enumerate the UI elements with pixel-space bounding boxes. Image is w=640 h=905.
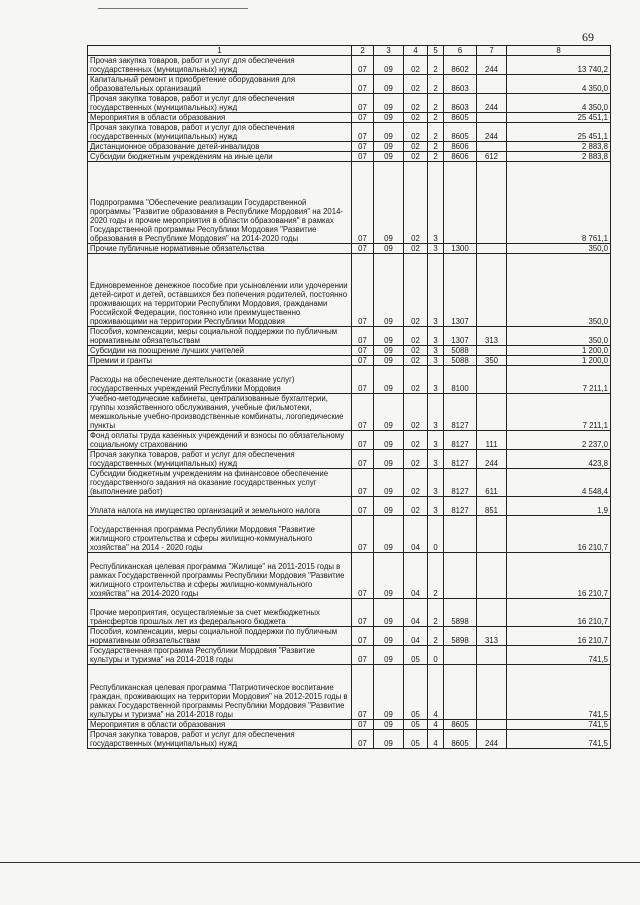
code-item bbox=[444, 665, 477, 720]
code-subsection: 09 bbox=[374, 94, 404, 113]
row-name: Фонд оплаты труда казенных учреждений и взносы по обязательному социальному страхованию bbox=[88, 431, 352, 450]
code-subprogram: 2 bbox=[428, 142, 444, 152]
code-section: 07 bbox=[352, 327, 374, 346]
table-row bbox=[88, 394, 611, 431]
amount: 25 451,1 bbox=[507, 113, 611, 123]
code-item: 8606 bbox=[444, 152, 477, 162]
row-name: Расходы на обеспечение деятельности (оказание услуг) государственных учреждений Республики Мордовия bbox=[88, 366, 352, 394]
code-subsection: 09 bbox=[374, 346, 404, 356]
row-name: Единовременное денежное пособие при усыновлении или удочерении детей-сирот и детей, оставшихся без попечения родителей, постоянно проживающих на территории Республики Мордовия, гражданами Российской Федерации, постоянно или преимущественно проживающими на территории Республики Мордовия bbox=[88, 254, 352, 327]
amount: 16 210,7 bbox=[507, 516, 611, 553]
code-program: 02 bbox=[404, 94, 428, 113]
code-item: 5898 bbox=[444, 627, 477, 646]
code-subsection: 09 bbox=[374, 56, 404, 75]
amount: 2 883,8 bbox=[507, 142, 611, 152]
code-section: 07 bbox=[352, 553, 374, 599]
amount: 2 883,8 bbox=[507, 152, 611, 162]
code-subprogram: 3 bbox=[428, 162, 444, 244]
code-item: 5898 bbox=[444, 599, 477, 627]
code-subprogram: 4 bbox=[428, 665, 444, 720]
code-subprogram: 2 bbox=[428, 627, 444, 646]
table-row bbox=[88, 152, 611, 162]
table-row bbox=[88, 469, 611, 497]
code-subprogram: 3 bbox=[428, 431, 444, 450]
code-subprogram: 3 bbox=[428, 450, 444, 469]
amount: 25 451,1 bbox=[507, 123, 611, 142]
code-section: 07 bbox=[352, 431, 374, 450]
amount: 4 350,0 bbox=[507, 94, 611, 113]
code-program: 02 bbox=[404, 56, 428, 75]
row-name: Учебно-методические кабинеты, централизованные бухгалтерии, группы хозяйственного обслуживания, учебные фильмотеки, межшкольные учебно-производственные комбинаты, логопедические пункты bbox=[88, 394, 352, 431]
code-item: 8602 bbox=[444, 56, 477, 75]
row-name: Прочие мероприятия, осуществляемые за счет межбюджетных трансфертов прошлых лет из федерального бюджета bbox=[88, 599, 352, 627]
code-expense-type: 612 bbox=[477, 152, 507, 162]
table-row bbox=[88, 75, 611, 94]
header-cell: 7 bbox=[477, 46, 507, 56]
amount: 350,0 bbox=[507, 327, 611, 346]
code-program: 02 bbox=[404, 346, 428, 356]
code-subsection: 09 bbox=[374, 394, 404, 431]
code-subsection: 09 bbox=[374, 162, 404, 244]
table-row bbox=[88, 254, 611, 327]
code-item: 8606 bbox=[444, 142, 477, 152]
table-row bbox=[88, 431, 611, 450]
row-name: Дистанционное образование детей-инвалидов bbox=[88, 142, 352, 152]
table-row bbox=[88, 450, 611, 469]
code-item: 5088 bbox=[444, 346, 477, 356]
amount: 16 210,7 bbox=[507, 627, 611, 646]
code-subsection: 09 bbox=[374, 646, 404, 665]
row-name: Мероприятия в области образования bbox=[88, 720, 352, 730]
code-subprogram: 3 bbox=[428, 254, 444, 327]
code-expense-type bbox=[477, 113, 507, 123]
header-cell: 8 bbox=[507, 46, 611, 56]
code-subsection: 09 bbox=[374, 497, 404, 516]
code-program: 02 bbox=[404, 113, 428, 123]
amount: 16 210,7 bbox=[507, 599, 611, 627]
amount: 2 237,0 bbox=[507, 431, 611, 450]
code-expense-type bbox=[477, 346, 507, 356]
code-expense-type: 313 bbox=[477, 627, 507, 646]
code-expense-type: 244 bbox=[477, 730, 507, 749]
code-item bbox=[444, 646, 477, 665]
table-row bbox=[88, 244, 611, 254]
bottom-scan-line bbox=[0, 862, 640, 863]
amount: 1 200,0 bbox=[507, 346, 611, 356]
row-name: Премии и гранты bbox=[88, 356, 352, 366]
row-name: Подпрограмма "Обеспечение реализации Государственной программы "Развитие образования в Республике Мордовия" на 2014-2020 годы и прочие мероприятия в области образования" в рамках Государственной программы Республики Мордовия "Развитие образования в Республике Мордовия" на 2014-2020 годы bbox=[88, 162, 352, 244]
code-subsection: 09 bbox=[374, 327, 404, 346]
amount: 741,5 bbox=[507, 646, 611, 665]
code-program: 04 bbox=[404, 627, 428, 646]
code-subprogram: 2 bbox=[428, 599, 444, 627]
amount: 741,5 bbox=[507, 720, 611, 730]
amount: 1,9 bbox=[507, 497, 611, 516]
code-subsection: 09 bbox=[374, 720, 404, 730]
code-subprogram: 2 bbox=[428, 56, 444, 75]
code-subprogram: 3 bbox=[428, 469, 444, 497]
code-item: 1307 bbox=[444, 254, 477, 327]
code-item: 8603 bbox=[444, 75, 477, 94]
code-program: 02 bbox=[404, 327, 428, 346]
code-subsection: 09 bbox=[374, 730, 404, 749]
top-scan-line bbox=[98, 8, 248, 9]
table-row bbox=[88, 94, 611, 113]
code-subprogram: 3 bbox=[428, 346, 444, 356]
code-subsection: 09 bbox=[374, 553, 404, 599]
row-name: Прочая закупка товаров, работ и услуг для обеспечения государственных (муниципальных) нужд bbox=[88, 450, 352, 469]
table-row bbox=[88, 627, 611, 646]
code-section: 07 bbox=[352, 497, 374, 516]
table-row bbox=[88, 665, 611, 720]
code-subsection: 09 bbox=[374, 665, 404, 720]
code-program: 02 bbox=[404, 366, 428, 394]
code-program: 05 bbox=[404, 730, 428, 749]
table-row bbox=[88, 730, 611, 749]
code-section: 07 bbox=[352, 450, 374, 469]
code-section: 07 bbox=[352, 646, 374, 665]
code-program: 02 bbox=[404, 431, 428, 450]
code-item: 1307 bbox=[444, 327, 477, 346]
row-name: Мероприятия в области образования bbox=[88, 113, 352, 123]
table-row bbox=[88, 113, 611, 123]
code-subprogram: 4 bbox=[428, 730, 444, 749]
code-subsection: 09 bbox=[374, 356, 404, 366]
code-expense-type bbox=[477, 75, 507, 94]
row-name: Республиканская целевая программа "Патриотическое воспитание граждан, проживающих на территории Мордовия" на 2012-2015 годы в рамках Государственной программы Республики Мордовия "Развитие культуры и туризма" на 2014-2018 годы bbox=[88, 665, 352, 720]
code-subprogram: 2 bbox=[428, 75, 444, 94]
code-section: 07 bbox=[352, 720, 374, 730]
code-item: 8603 bbox=[444, 94, 477, 113]
code-subprogram: 3 bbox=[428, 366, 444, 394]
row-name: Прочая закупка товаров, работ и услуг для обеспечения государственных (муниципальных) нужд bbox=[88, 94, 352, 113]
code-subsection: 09 bbox=[374, 254, 404, 327]
amount: 8 761,1 bbox=[507, 162, 611, 244]
code-section: 07 bbox=[352, 254, 374, 327]
code-expense-type bbox=[477, 142, 507, 152]
row-name: Субсидии бюджетным учреждениям на иные цели bbox=[88, 152, 352, 162]
table-row bbox=[88, 56, 611, 75]
code-section: 07 bbox=[352, 356, 374, 366]
code-section: 07 bbox=[352, 152, 374, 162]
code-section: 07 bbox=[352, 366, 374, 394]
code-section: 07 bbox=[352, 599, 374, 627]
code-section: 07 bbox=[352, 56, 374, 75]
code-section: 07 bbox=[352, 123, 374, 142]
code-expense-type: 350 bbox=[477, 356, 507, 366]
code-item: 8127 bbox=[444, 497, 477, 516]
code-item: 8127 bbox=[444, 431, 477, 450]
code-section: 07 bbox=[352, 627, 374, 646]
code-program: 02 bbox=[404, 152, 428, 162]
code-program: 02 bbox=[404, 142, 428, 152]
code-expense-type: 611 bbox=[477, 469, 507, 497]
code-subprogram: 2 bbox=[428, 94, 444, 113]
code-subsection: 09 bbox=[374, 599, 404, 627]
amount: 741,5 bbox=[507, 665, 611, 720]
code-item bbox=[444, 162, 477, 244]
code-item: 8605 bbox=[444, 720, 477, 730]
code-program: 05 bbox=[404, 646, 428, 665]
code-item: 8127 bbox=[444, 394, 477, 431]
code-subprogram: 3 bbox=[428, 244, 444, 254]
amount: 741,5 bbox=[507, 730, 611, 749]
row-name: Прочая закупка товаров, работ и услуг для обеспечения государственных (муниципальных) нужд bbox=[88, 123, 352, 142]
table-header-row bbox=[88, 46, 611, 56]
code-program: 04 bbox=[404, 516, 428, 553]
table-row bbox=[88, 356, 611, 366]
code-subprogram: 4 bbox=[428, 720, 444, 730]
row-name: Субсидии бюджетным учреждениям на финансовое обеспечение государственного задания на оказание государственных услуг (выполнение работ) bbox=[88, 469, 352, 497]
code-item: 8127 bbox=[444, 469, 477, 497]
code-subsection: 09 bbox=[374, 431, 404, 450]
code-program: 02 bbox=[404, 162, 428, 244]
code-section: 07 bbox=[352, 469, 374, 497]
code-subprogram: 2 bbox=[428, 113, 444, 123]
code-subprogram: 3 bbox=[428, 497, 444, 516]
code-program: 05 bbox=[404, 720, 428, 730]
code-item: 8100 bbox=[444, 366, 477, 394]
row-name: Прочие публичные нормативные обязательства bbox=[88, 244, 352, 254]
code-expense-type bbox=[477, 516, 507, 553]
code-expense-type: 244 bbox=[477, 56, 507, 75]
code-expense-type bbox=[477, 599, 507, 627]
code-item: 8605 bbox=[444, 113, 477, 123]
code-subprogram: 0 bbox=[428, 646, 444, 665]
code-subprogram: 3 bbox=[428, 327, 444, 346]
table-row bbox=[88, 599, 611, 627]
code-program: 02 bbox=[404, 244, 428, 254]
code-expense-type bbox=[477, 394, 507, 431]
code-program: 02 bbox=[404, 123, 428, 142]
code-subprogram: 0 bbox=[428, 516, 444, 553]
code-program: 02 bbox=[404, 254, 428, 327]
table-row bbox=[88, 720, 611, 730]
code-section: 07 bbox=[352, 162, 374, 244]
table-row bbox=[88, 142, 611, 152]
code-expense-type bbox=[477, 244, 507, 254]
row-name: Республиканская целевая программа "Жилище" на 2011-2015 годы в рамках Государственной программы Республики Мордовия "Развитие жилищного строительства и сферы жилищно-коммунального хозяйства" на 2014-2020 годы bbox=[88, 553, 352, 599]
code-section: 07 bbox=[352, 516, 374, 553]
table-row bbox=[88, 646, 611, 665]
code-subsection: 09 bbox=[374, 152, 404, 162]
code-subprogram: 3 bbox=[428, 356, 444, 366]
header-cell: 1 bbox=[88, 46, 352, 56]
row-name: Пособия, компенсации, меры социальной поддержки по публичным нормативным обязательствам bbox=[88, 627, 352, 646]
code-item bbox=[444, 516, 477, 553]
header-cell: 6 bbox=[444, 46, 477, 56]
table-row bbox=[88, 162, 611, 244]
code-program: 02 bbox=[404, 469, 428, 497]
amount: 350,0 bbox=[507, 244, 611, 254]
code-subsection: 09 bbox=[374, 123, 404, 142]
code-subprogram: 2 bbox=[428, 152, 444, 162]
code-section: 07 bbox=[352, 142, 374, 152]
amount: 7 211,1 bbox=[507, 394, 611, 431]
code-subsection: 09 bbox=[374, 469, 404, 497]
table-row bbox=[88, 553, 611, 599]
code-subsection: 09 bbox=[374, 113, 404, 123]
code-item bbox=[444, 553, 477, 599]
code-expense-type: 111 bbox=[477, 431, 507, 450]
row-name: Субсидии на поощрение лучших учителей bbox=[88, 346, 352, 356]
code-subsection: 09 bbox=[374, 366, 404, 394]
code-expense-type bbox=[477, 665, 507, 720]
table-row bbox=[88, 346, 611, 356]
code-item: 5088 bbox=[444, 356, 477, 366]
code-program: 02 bbox=[404, 497, 428, 516]
code-program: 02 bbox=[404, 356, 428, 366]
code-subsection: 09 bbox=[374, 450, 404, 469]
code-expense-type bbox=[477, 254, 507, 327]
code-expense-type bbox=[477, 366, 507, 394]
amount: 13 740,2 bbox=[507, 56, 611, 75]
code-section: 07 bbox=[352, 94, 374, 113]
amount: 7 211,1 bbox=[507, 366, 611, 394]
header-cell: 3 bbox=[374, 46, 404, 56]
header-cell: 4 bbox=[404, 46, 428, 56]
row-name: Государственная программа Республики Мордовия "Развитие культуры и туризма" на 2014-2018 годы bbox=[88, 646, 352, 665]
row-name: Прочая закупка товаров, работ и услуг для обеспечения государственных (муниципальных) нужд bbox=[88, 730, 352, 749]
code-program: 04 bbox=[404, 599, 428, 627]
code-subprogram: 3 bbox=[428, 394, 444, 431]
code-section: 07 bbox=[352, 394, 374, 431]
row-name: Государственная программа Республики Мордовия "Развитие жилищного строительства и сферы жилищно-коммунального хозяйства" на 2014 - 2020 годы bbox=[88, 516, 352, 553]
code-expense-type: 244 bbox=[477, 94, 507, 113]
amount: 4 548,4 bbox=[507, 469, 611, 497]
code-expense-type bbox=[477, 720, 507, 730]
code-section: 07 bbox=[352, 346, 374, 356]
table-row bbox=[88, 497, 611, 516]
code-subsection: 09 bbox=[374, 75, 404, 94]
code-program: 02 bbox=[404, 75, 428, 94]
header-cell: 2 bbox=[352, 46, 374, 56]
code-expense-type: 313 bbox=[477, 327, 507, 346]
code-subprogram: 2 bbox=[428, 123, 444, 142]
code-subsection: 09 bbox=[374, 516, 404, 553]
code-section: 07 bbox=[352, 113, 374, 123]
page-number: 69 bbox=[582, 30, 594, 44]
code-subsection: 09 bbox=[374, 244, 404, 254]
budget-table bbox=[87, 45, 611, 749]
code-item: 8605 bbox=[444, 730, 477, 749]
code-item: 8605 bbox=[444, 123, 477, 142]
code-program: 02 bbox=[404, 394, 428, 431]
code-subprogram: 2 bbox=[428, 553, 444, 599]
row-name: Капитальный ремонт и приобретение оборудования для образовательных организаций bbox=[88, 75, 352, 94]
code-expense-type: 244 bbox=[477, 450, 507, 469]
table-row bbox=[88, 516, 611, 553]
code-program: 02 bbox=[404, 450, 428, 469]
amount: 423,8 bbox=[507, 450, 611, 469]
code-expense-type bbox=[477, 646, 507, 665]
code-expense-type: 244 bbox=[477, 123, 507, 142]
code-subsection: 09 bbox=[374, 142, 404, 152]
row-name: Уплата налога на имущество организаций и земельного налога bbox=[88, 497, 352, 516]
table-row bbox=[88, 327, 611, 346]
amount: 16 210,7 bbox=[507, 553, 611, 599]
header-cell: 5 bbox=[428, 46, 444, 56]
code-section: 07 bbox=[352, 244, 374, 254]
code-program: 04 bbox=[404, 553, 428, 599]
table-row bbox=[88, 366, 611, 394]
amount: 1 200,0 bbox=[507, 356, 611, 366]
code-section: 07 bbox=[352, 665, 374, 720]
code-subsection: 09 bbox=[374, 627, 404, 646]
table-row bbox=[88, 123, 611, 142]
amount: 4 350,0 bbox=[507, 75, 611, 94]
code-program: 05 bbox=[404, 665, 428, 720]
code-item: 1300 bbox=[444, 244, 477, 254]
code-expense-type bbox=[477, 553, 507, 599]
code-section: 07 bbox=[352, 730, 374, 749]
code-expense-type bbox=[477, 162, 507, 244]
code-item: 8127 bbox=[444, 450, 477, 469]
row-name: Прочая закупка товаров, работ и услуг для обеспечения государственных (муниципальных) нужд bbox=[88, 56, 352, 75]
row-name: Пособия, компенсации, меры социальной поддержки по публичным нормативным обязательствам bbox=[88, 327, 352, 346]
amount: 350,0 bbox=[507, 254, 611, 327]
code-section: 07 bbox=[352, 75, 374, 94]
code-expense-type: 851 bbox=[477, 497, 507, 516]
